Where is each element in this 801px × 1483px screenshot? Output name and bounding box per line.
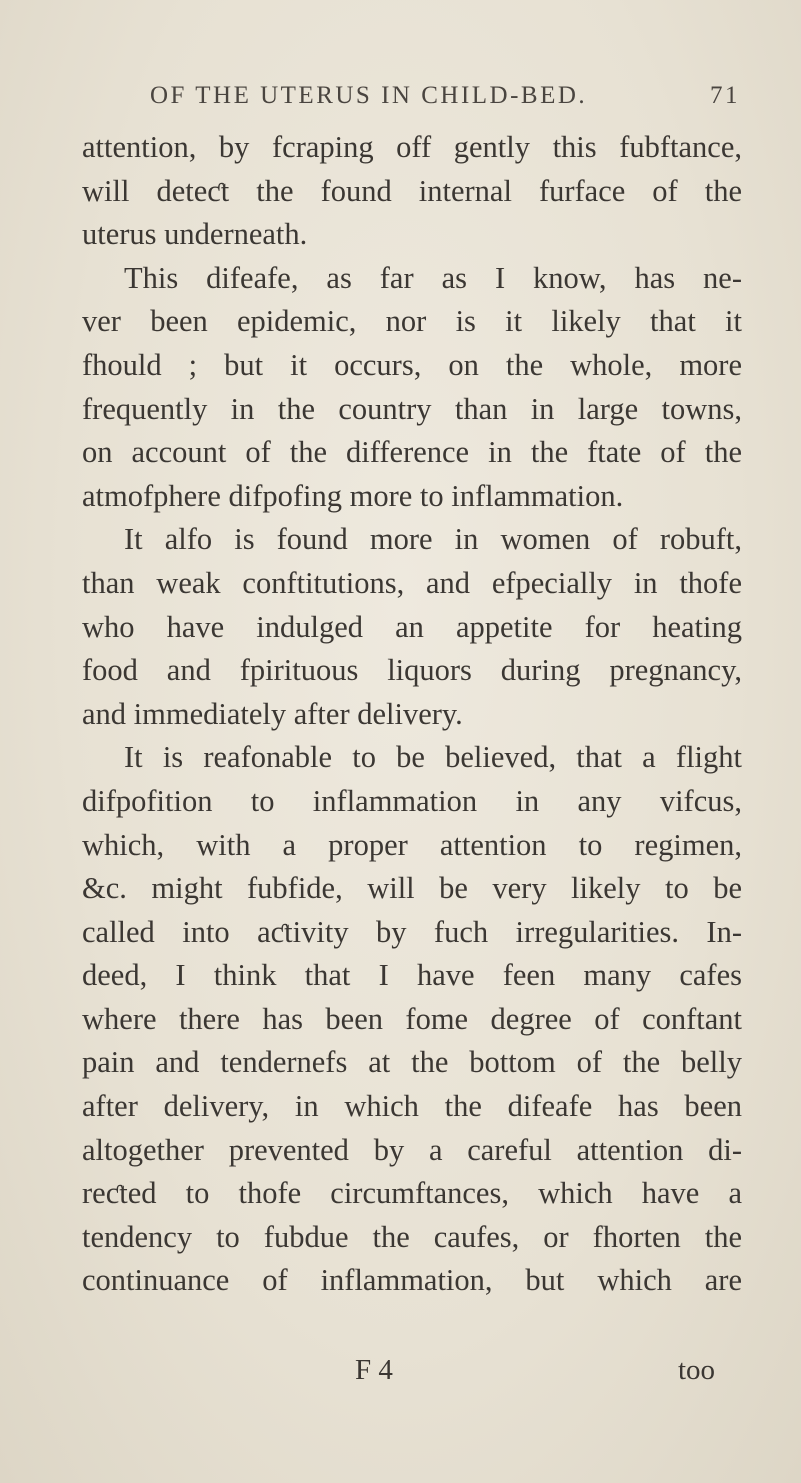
text-line: will deteƈt the found internal furface of the (82, 173, 742, 208)
text-line: attention, by fcraping off gently this fubftance, (82, 130, 742, 164)
running-head: OF THE UTERUS IN CHILD-BED. (150, 82, 588, 109)
text-line: deed, I think that I have feen many cafes (82, 958, 742, 993)
text-line: and immediately after delivery. (82, 696, 463, 731)
text-line: pain and tendernefs at the bottom of the belly (82, 1045, 742, 1080)
text-line: It alfo is found more in women of robuft, (124, 522, 742, 557)
text-line: fhould ; but it occurs, on the whole, more (82, 347, 742, 382)
text-line: than weak conftitutions, and efpecially in thofe (82, 565, 742, 600)
text-line: ver been epidemic, nor is it likely that it (82, 304, 742, 339)
text-line: It is reafonable to be believed, that a flight (124, 740, 742, 775)
text-line: called into aƈtivity by fuch irregularities. In- (82, 914, 742, 949)
text-line: &c. might fubfide, will be very likely to be (82, 871, 742, 906)
signature-mark: F 4 (355, 1354, 393, 1386)
text-line: atmofphere difpofing more to inflammation. (82, 478, 624, 513)
text-line: continuance of inflammation, but which are (82, 1263, 742, 1298)
page-footer (355, 1354, 715, 1394)
text-line: altogether prevented by a careful attention di- (82, 1132, 742, 1167)
body-text (82, 126, 742, 1303)
text-line: tendency to fubdue the caufes, or fhorten the (82, 1219, 742, 1254)
text-line: after delivery, in which the difeafe has been (82, 1089, 742, 1124)
page-header (150, 82, 740, 118)
catchword: too (677, 1354, 715, 1386)
text-line: difpofition to inflammation in any vifcus, (82, 783, 742, 818)
text-line: food and fpirituous liquors during pregnancy, (82, 653, 742, 688)
text-line: This difeafe, as far as I know, has ne- (124, 260, 742, 295)
text-line: frequently in the country than in large towns, (82, 391, 742, 426)
text-line: where there has been fome degree of conftant (82, 1001, 742, 1036)
text-line: uterus underneath. (82, 217, 308, 252)
text-line: on account of the difference in the ftate of the (82, 435, 742, 470)
page-number: 71 (710, 82, 740, 109)
text-line: which, with a proper attention to regimen, (82, 827, 742, 862)
text-line: reƈted to thofe circumftances, which have a (82, 1176, 742, 1211)
text-line: who have indulged an appetite for heating (82, 609, 742, 644)
